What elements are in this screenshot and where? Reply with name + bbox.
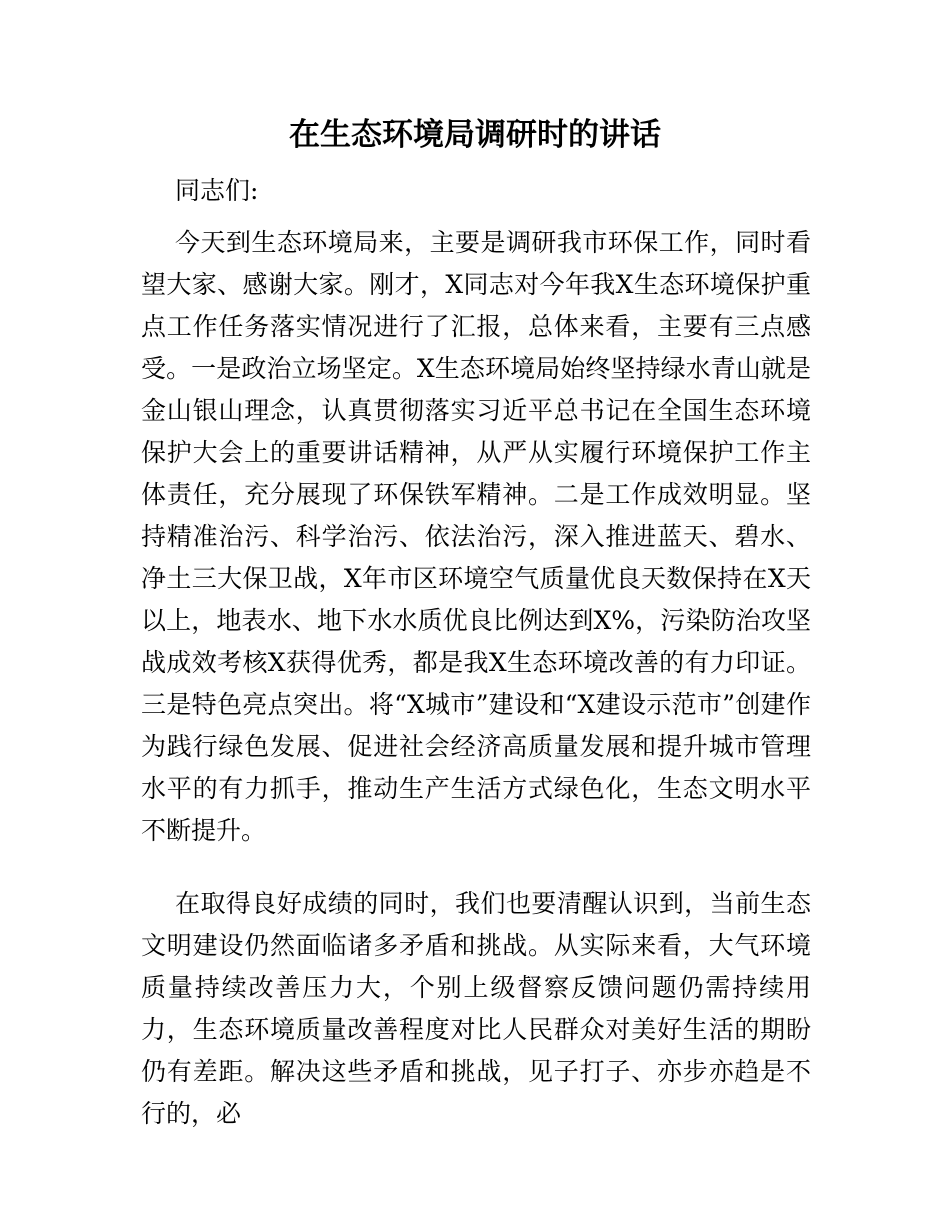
salutation: 同志们:	[175, 176, 259, 205]
paragraph-2: 在取得良好成绩的同时，我们也要清醒认识到，当前生态文明建设仍然面临诸多矛盾和挑战。从实际来看，大气环境质量持续改善压力大，个别上级督察反馈问题仍需持续用力，生态环境质量改善程度对比人民群众对美好生活的期盼仍有差距。解决这些矛盾和挑战，见子打子、亦步亦趋是不行的，必	[141, 889, 811, 1128]
document-title: 在生态环境局调研时的讲话	[289, 117, 661, 153]
paragraph-1: 今天到生态环境局来，主要是调研我市环保工作，同时看望大家、感谢大家。刚才，X同志对今年我X生态环境保护重点工作任务落实情况进行了汇报，总体来看，主要有三点感受。一是政治立场坚定。X生态环境局始终坚持绿水青山就是金山银山理念，认真贯彻落实习近平总书记在全国生态环境保护大会上的重要讲话精神，从严从实履行环境保护工作主体责任，充分展现了环保铁军精神。二是工作成效明显。坚持精准治污、科学治污、依法治污，深入推进蓝天、碧水、净土三大保卫战，X年市区环境空气质量优良天数保持在X天以上，地表水、地下水水质优良比例达到X%，污染防治攻坚战成效考核X获得优秀，都是我X生态环境改善的有力印证。三是特色亮点突出。将“X城市”建设和“X建设示范市”创建作为践行绿色发展、促进社会经济高质量发展和提升城市管理水平的有力抓手，推动生产生活方式绿色化，生态文明水平不断提升。	[141, 228, 811, 845]
